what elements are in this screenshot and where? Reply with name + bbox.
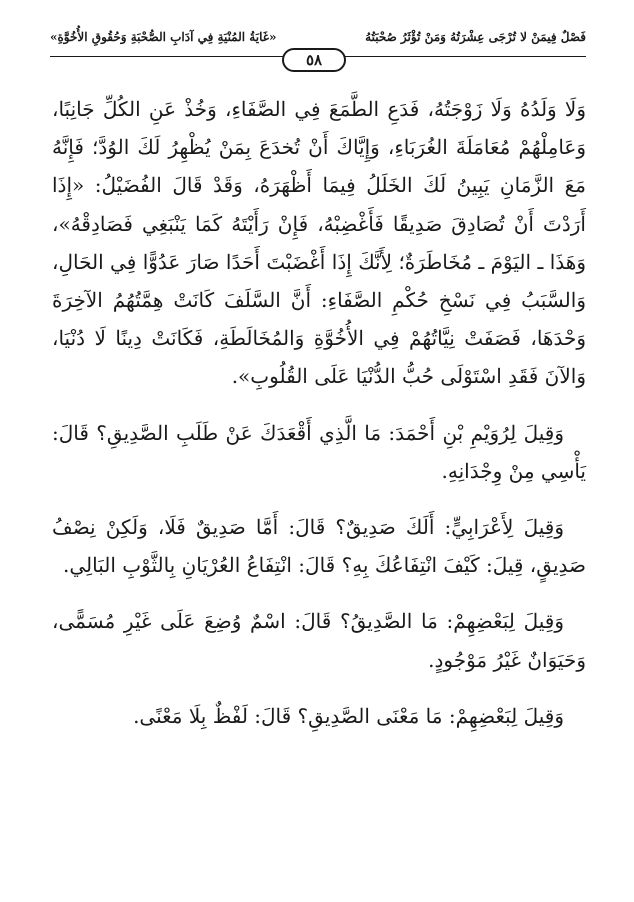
- page-number: ٥٨: [282, 48, 346, 72]
- chapter-title: فَصْلٌ فِيمَنْ لا تُرْجَى عِشْرَتُهُ وَمَنْ تُؤْثَرُ صُحْبَتُهُ: [365, 30, 586, 44]
- paragraph: وَقِيلَ لِأَعْرَابِيٍّ: أَلَكَ صَدِيقٌ؟ قَالَ: أَمَّا صَدِيقٌ فَلَا، وَلَكِنْ نِصْفُ صَدِيقٍ، قِيلَ: كَيْفَ انْتِفَاعُكَ بِهِ؟ قَالَ: انْتِفَاعُ العُرْيَانِ بِالثَّوْبِ البَالِي.: [52, 515, 586, 578]
- page-body: [52, 90, 586, 735]
- paragraph: وَقِيلَ لِرُوَيْمِ بْنِ أَحْمَدَ: مَا الَّذِي أَقْعَدَكَ عَنْ طَلَبِ الصَّدِيقِ؟ قَالَ: يَأْسِي مِنْ وِجْدَانِهِ.: [52, 420, 586, 483]
- paragraph: وَقِيلَ لِبَعْضِهِمْ: مَا مَعْنَى الصَّدِيقِ؟ قَالَ: لَفْظٌ بِلَا مَعْنًى.: [133, 703, 564, 728]
- running-header: [50, 30, 586, 50]
- book-title: «غَايَةُ المُنْيَةِ فِي آدَابِ الصُّحْبَةِ وَحُقُوقِ الأُخُوَّةِ»: [50, 30, 277, 44]
- paragraph: وَقِيلَ لِبَعْضِهِمْ: مَا الصَّدِيقُ؟ قَالَ: اسْمٌ وُضِعَ عَلَى غَيْرِ مُسَمًّى، وَحَيَوَانٌ غَيْرُ مَوْجُودٍ.: [52, 609, 586, 672]
- paragraph: وَلَا وَلَدُهُ وَلَا زَوْجَتُهُ، فَدَعِ الطَّمَعَ فِي الصَّفَاءِ، وَخُذْ عَنِ الكُلِّ جَانِبًا، وَعَامِلْهُمْ مُعَامَلَةَ الغُرَبَاءِ، وَإِيَّاكَ أَنْ تُخدَعَ بِمَنْ يُظْهِرُ لَكَ الوُدَّ؛ فَإِنَّهُ مَعَ الزَّمَانِ يَبِينُ لَكَ الخَلَلُ فِيمَا أَظْهَرَهُ، وَقَدْ قَالَ الفُضَيْلُ: «إِذَا أَرَدْتَ أَنْ تُصَادِقَ صَدِيقًا فَأَغْضِبْهُ، فَإِنْ رَأَيْتَهُ كَمَا يَنْبَغِي فَصَادِقْهُ»، وَهَذَا ـ اليَوْمَ ـ مُخَاطَرَةٌ؛ لِأَنَّكَ إِذَا أَغْضَبْتَ أَحَدًا صَارَ عَدُوًّا فِي الحَالِ، وَالسَّبَبُ فِي نَسْخِ حُكْمِ الصَّفَاءِ: أَنَّ السَّلَفَ كَانَتْ هِمَّتُهُمُ الآخِرَةَ وَحْدَهَا، فَصَفَتْ نِيَّاتُهُمْ فِي الأُخُوَّةِ وَالمُخَالَطَةِ، فَكَانَتْ دِينًا لَا دُنْيَا، وَالآنَ فَقَدِ اسْتَوْلَى حُبُّ الدُّنْيَا عَلَى القُلُوبِ».: [52, 97, 586, 389]
